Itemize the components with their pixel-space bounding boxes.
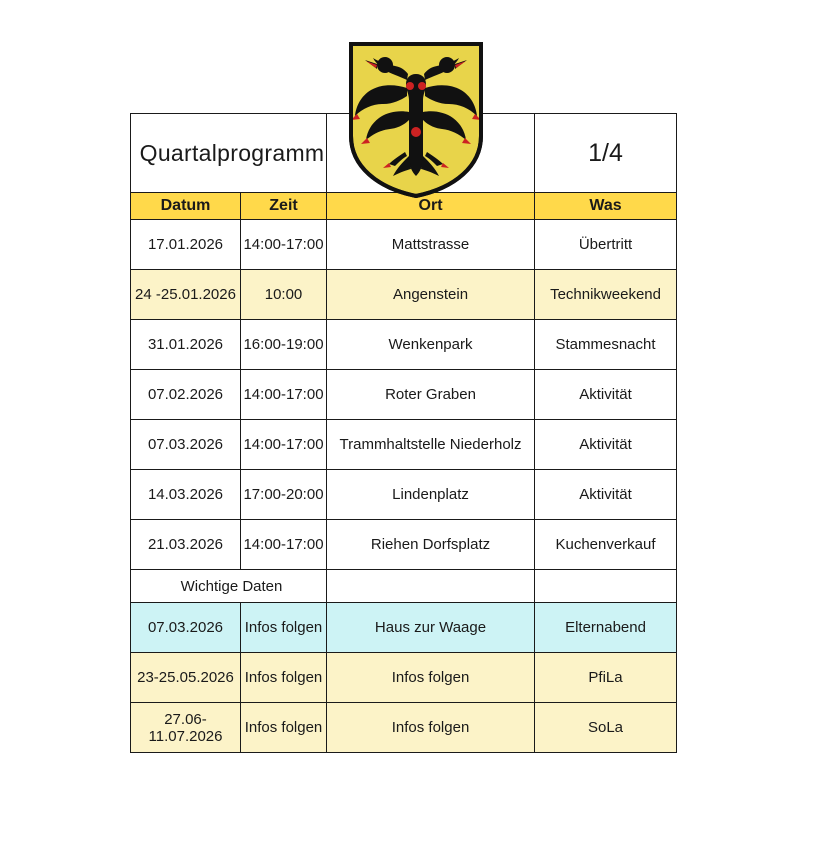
cell-ort: Lindenplatz (327, 470, 535, 520)
cell-ort: Infos folgen (327, 703, 535, 753)
quartalprogramm-table (130, 113, 677, 753)
cell-was: Übertritt (535, 220, 677, 270)
table-row (131, 653, 677, 703)
wappen-basel-doppeladler-icon (347, 40, 485, 200)
cell-was: Aktivität (535, 470, 677, 520)
table-row (131, 520, 677, 570)
cell-was: PfiLa (535, 653, 677, 703)
cell-was: Stammesnacht (535, 320, 677, 370)
cell-zeit: 14:00-17:00 (241, 420, 327, 470)
column-header-zeit: Zeit (241, 193, 327, 220)
cell-datum: 07.02.2026 (131, 370, 241, 420)
cell-datum: 27.06-11.07.2026 (131, 703, 241, 753)
section-header-row (131, 570, 677, 603)
cell-ort: Roter Graben (327, 370, 535, 420)
cell-ort: Wenkenpark (327, 320, 535, 370)
table-row (131, 703, 677, 753)
cell-was: Aktivität (535, 420, 677, 470)
cell-datum: 17.01.2026 (131, 220, 241, 270)
cell-zeit: 14:00-17:00 (241, 220, 327, 270)
section-label-wichtige-daten: Wichtige Daten (131, 570, 327, 603)
column-header-datum: Datum (131, 193, 241, 220)
cell-ort: Riehen Dorfsplatz (327, 520, 535, 570)
cell-was: SoLa (535, 703, 677, 753)
cell-zeit: Infos folgen (241, 703, 327, 753)
cell-zeit: 16:00-19:00 (241, 320, 327, 370)
cell-zeit: 10:00 (241, 270, 327, 320)
table-row (131, 220, 677, 270)
cell-datum: 23-25.05.2026 (131, 653, 241, 703)
table-row (131, 420, 677, 470)
column-header-was: Was (535, 193, 677, 220)
cell-zeit: 14:00-17:00 (241, 370, 327, 420)
cell-zeit: 17:00-20:00 (241, 470, 327, 520)
table-row (131, 320, 677, 370)
cell-datum: 31.01.2026 (131, 320, 241, 370)
section-spacer-was (535, 570, 677, 603)
cell-was: Elternabend (535, 603, 677, 653)
cell-ort: Infos folgen (327, 653, 535, 703)
cell-datum: 07.03.2026 (131, 603, 241, 653)
table-row (131, 370, 677, 420)
page-indicator: 1/4 (535, 114, 677, 193)
cell-ort: Angenstein (327, 270, 535, 320)
section-spacer-ort (327, 570, 535, 603)
cell-datum: 14.03.2026 (131, 470, 241, 520)
cell-was: Kuchenverkauf (535, 520, 677, 570)
cell-zeit: 14:00-17:00 (241, 520, 327, 570)
cell-ort: Mattstrasse (327, 220, 535, 270)
page-title: Quartalprogramm (131, 114, 327, 193)
cell-zeit: Infos folgen (241, 603, 327, 653)
cell-datum: 07.03.2026 (131, 420, 241, 470)
table-row (131, 270, 677, 320)
cell-was: Aktivität (535, 370, 677, 420)
column-header-ort: Ort (327, 193, 535, 220)
cell-datum: 21.03.2026 (131, 520, 241, 570)
cell-datum: 24 -25.01.2026 (131, 270, 241, 320)
cell-was: Technikweekend (535, 270, 677, 320)
table-row (131, 603, 677, 653)
cell-zeit: Infos folgen (241, 653, 327, 703)
table-row (131, 470, 677, 520)
cell-ort: Trammhaltstelle Niederholz (327, 420, 535, 470)
cell-ort: Haus zur Waage (327, 603, 535, 653)
